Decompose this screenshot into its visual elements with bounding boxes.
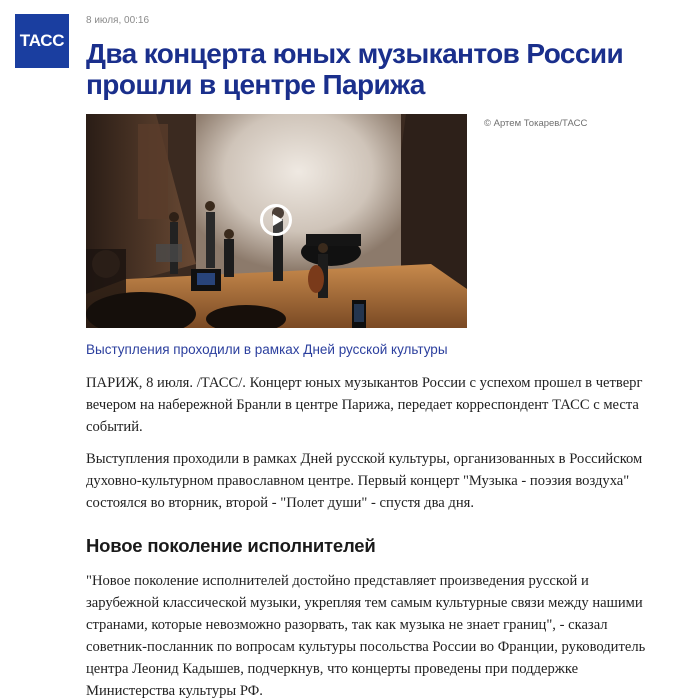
play-icon bbox=[273, 214, 283, 226]
article-subheading: Новое поколение исполнителей bbox=[86, 535, 376, 556]
article-timestamp: 8 июля, 00:16 bbox=[86, 15, 150, 26]
tass-logo[interactable] bbox=[15, 14, 69, 68]
photo-credit: © Артем Токарев/ТАСС bbox=[484, 118, 588, 129]
article-quote-paragraph: "Новое поколение исполнителей достойно представляет произведения русской и зарубежной классической музыки, укрепляя тем самым культурные связи между нашими странами, которые невозможно разорвать, так как музыка не знает границ", - сказал советник-посланник по вопросам культуры посольства России во Франции, руководитель центра Леонид Кадышев, подчеркнув, что концерты проведены при поддержке Министерства культуры РФ. bbox=[86, 573, 646, 699]
photo-caption: Выступления проходили в рамках Дней русской культуры bbox=[86, 342, 448, 357]
article-headline: Два концерта юных музыкантов России прошли в центре Парижа bbox=[86, 38, 624, 100]
logo-text: ТАСС bbox=[19, 31, 65, 50]
article-paragraph-1: ПАРИЖ, 8 июля. /ТАСС/. Концерт юных музыкантов России с успехом прошел в четверг вечером на набережной Бранли в центре Парижа, передает корреспондент ТАСС с места событий. bbox=[86, 375, 643, 435]
article-paragraph-2: Выступления проходили в рамках Дней русской культуры, организованных в Российском духовно-культурном православном центре. Первый концерт "Музыка - поэзия воздуха" состоялся во вторник, второй - "Полет души" - спустя два дня. bbox=[86, 451, 643, 511]
video-play-button[interactable] bbox=[260, 204, 292, 236]
